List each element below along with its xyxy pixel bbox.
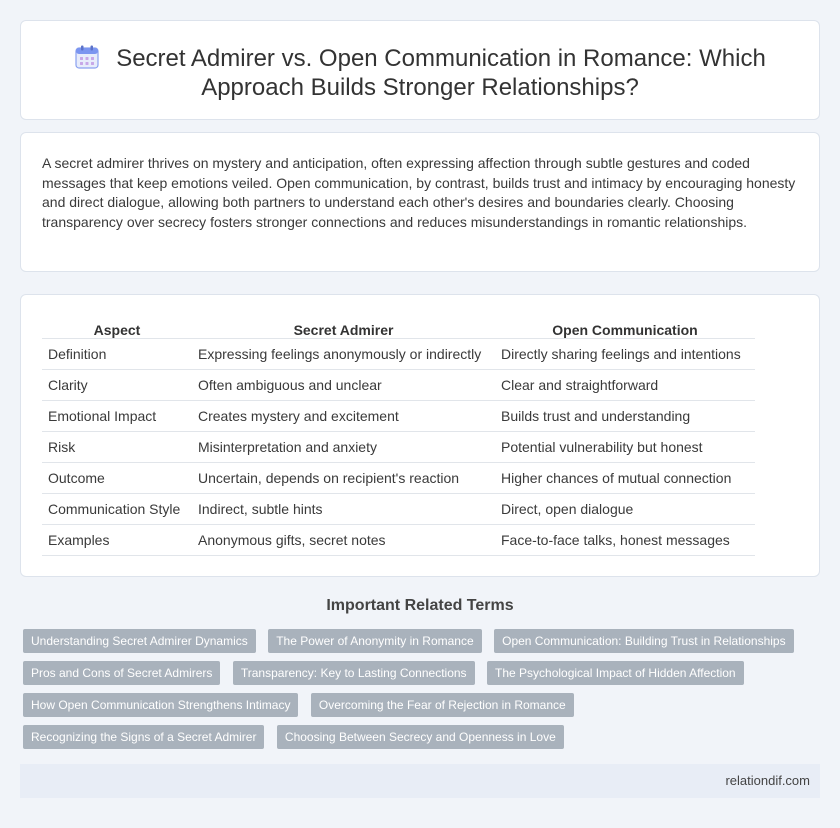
cell-aspect: Communication Style — [42, 493, 192, 524]
calendar-icon — [74, 44, 100, 70]
header-card — [20, 20, 820, 120]
cell-aspect: Examples — [42, 524, 192, 555]
cell-aspect: Definition — [42, 338, 192, 369]
cell-secret-admirer: Often ambiguous and unclear — [192, 369, 495, 400]
header-open-communication: Open Communication — [495, 315, 755, 338]
page-title — [61, 44, 779, 102]
related-term-link[interactable]: The Psychological Impact of Hidden Affection — [487, 661, 744, 685]
cell-open-communication: Builds trust and understanding — [495, 400, 755, 431]
related-term-link[interactable]: Transparency: Key to Lasting Connections — [233, 661, 475, 685]
cell-aspect: Risk — [42, 431, 192, 462]
comparison-card — [20, 294, 820, 577]
cell-secret-admirer: Expressing feelings anonymously or indirectly — [192, 338, 495, 369]
cell-open-communication: Directly sharing feelings and intentions — [495, 338, 755, 369]
table-row — [42, 493, 755, 524]
cell-secret-admirer: Anonymous gifts, secret notes — [192, 524, 495, 555]
cell-open-communication: Face-to-face talks, honest messages — [495, 524, 755, 555]
table-row — [42, 462, 755, 493]
comparison-table — [42, 315, 755, 556]
footer-site-name: relationdif.com — [725, 773, 810, 788]
header-aspect: Aspect — [42, 315, 192, 338]
cell-secret-admirer: Misinterpretation and anxiety — [192, 431, 495, 462]
cell-open-communication: Clear and straightforward — [495, 369, 755, 400]
cell-open-communication: Direct, open dialogue — [495, 493, 755, 524]
table-row — [42, 369, 755, 400]
cell-secret-admirer: Indirect, subtle hints — [192, 493, 495, 524]
related-term-link[interactable]: How Open Communication Strengthens Intimacy — [23, 693, 298, 717]
table-row — [42, 524, 755, 555]
header-secret-admirer: Secret Admirer — [192, 315, 495, 338]
table-row — [42, 431, 755, 462]
cell-open-communication: Higher chances of mutual connection — [495, 462, 755, 493]
cell-secret-admirer: Uncertain, depends on recipient's reaction — [192, 462, 495, 493]
cell-aspect: Emotional Impact — [42, 400, 192, 431]
related-terms-heading: Important Related Terms — [326, 597, 514, 614]
cell-secret-admirer: Creates mystery and excitement — [192, 400, 495, 431]
related-term-link[interactable]: Pros and Cons of Secret Admirers — [23, 661, 220, 685]
intro-card — [20, 132, 820, 272]
related-term-link[interactable]: Choosing Between Secrecy and Openness in Love — [277, 725, 564, 749]
cell-aspect: Clarity — [42, 369, 192, 400]
table-header-row — [42, 315, 755, 338]
page-title-text: Secret Admirer vs. Open Communication in Romance: Which Approach Builds Stronger Relationships? — [116, 45, 766, 101]
table-row — [42, 338, 755, 369]
related-term-link[interactable]: Overcoming the Fear of Rejection in Romance — [311, 693, 574, 717]
related-term-link[interactable]: Understanding Secret Admirer Dynamics — [23, 629, 256, 653]
related-term-link[interactable]: Recognizing the Signs of a Secret Admirer — [23, 725, 264, 749]
cell-aspect: Outcome — [42, 462, 192, 493]
related-terms-list — [23, 629, 823, 757]
related-term-link[interactable]: The Power of Anonymity in Romance — [268, 629, 481, 653]
cell-open-communication: Potential vulnerability but honest — [495, 431, 755, 462]
footer — [20, 764, 820, 798]
table-row — [42, 400, 755, 431]
intro-paragraph: A secret admirer thrives on mystery and anticipation, often expressing affection through subtle gestures and coded messages that keep emotions veiled. Open communication, by contrast, builds trust and intimacy by encouraging honesty and direct dialogue, allowing both partners to understand each other's desires and boundaries clearly. Choosing transparency over secrecy fosters stronger connections and reduces misunderstandings in romantic relationships. — [42, 155, 796, 230]
related-term-link[interactable]: Open Communication: Building Trust in Relationships — [494, 629, 793, 653]
title-wrap — [61, 44, 779, 102]
